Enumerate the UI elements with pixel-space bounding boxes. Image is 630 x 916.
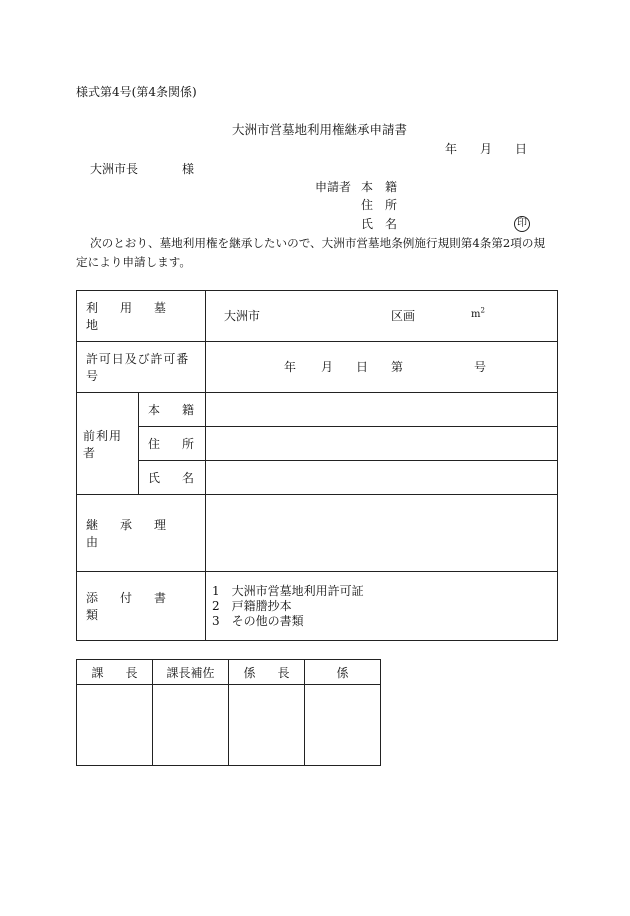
applicant-jusho-label: 住 所 [361,198,398,212]
applicant-honseki-label: 本 籍 [361,180,398,194]
row-permit [77,342,558,393]
field-attachments [206,572,558,641]
approval-header-kakari: 係 [305,660,381,685]
applicant-shimei-label: 氏 名 [361,217,398,231]
label-permit: 許可日及び許可番号 [77,342,206,393]
date-month: 月 [480,142,493,156]
burial-plot-city: 大洲市 [224,309,261,323]
permit-dai: 第 [391,360,404,374]
addressee-honorific: 様 [182,162,195,176]
permit-day: 日 [356,360,369,374]
date-year: 年 [445,142,458,156]
label-reason-text: 継承理由 [86,518,189,549]
label-prev-honseki [139,393,217,427]
field-prev-shimei[interactable] [206,461,558,495]
approval-header-row [77,660,381,685]
approval-header-kakaricho [229,660,312,685]
label-attachments-text: 添付書類 [86,591,189,622]
approval-stamp-kakaricho[interactable] [229,685,305,766]
approval-stamp-kacho[interactable] [77,685,153,766]
approval-stamp-kakari[interactable] [305,685,381,766]
field-burial-plot[interactable] [206,291,558,342]
attachment-item-2: 2 戸籍謄抄本 [212,598,292,613]
attachment-item-1: 1 大洲市営墓地利用許可証 [212,583,364,598]
label-reason [77,495,206,572]
row-prev-user-jusho [77,427,558,461]
label-prev-user [77,393,139,495]
form-number: 様式第4号(第4条関係) [76,85,197,99]
field-permit[interactable] [206,342,558,393]
label-prev-shimei-text: 氏名 [148,471,217,485]
label-prev-jusho [139,427,217,461]
label-prev-jusho-wrap [148,435,217,452]
field-prev-jusho[interactable] [206,427,558,461]
approval-stamp-row [77,685,381,766]
row-prev-user-shimei [77,461,558,495]
unit-sup: 2 [480,306,485,315]
permit-month: 月 [321,360,334,374]
approval-stamp-kachohosa[interactable] [153,685,229,766]
main-form-table [76,290,558,641]
row-prev-user-honseki [77,393,558,427]
permit-go: 号 [474,360,487,374]
unit-m: m [471,309,481,320]
seal-icon: 印 [514,216,530,232]
label-attachments [77,572,206,641]
label-prev-honseki-wrap [148,401,217,418]
date-day: 日 [515,142,528,156]
applicant-label: 申請者 [315,180,352,194]
attachment-item-3: 3 その他の書類 [212,613,304,628]
field-reason[interactable] [206,495,558,572]
label-prev-honseki-text: 本籍 [148,403,217,417]
approval-header-kacho [77,660,160,685]
label-prev-jusho-text: 住所 [148,437,217,451]
approval-table [76,659,381,766]
row-reason [77,495,558,572]
body-text-line2: 定により申請します。 [76,255,192,269]
approval-header-kakaricho-text: 係長 [243,665,312,680]
document-title: 大洲市営墓地利用権継承申請書 [232,122,408,137]
body-text-line1: 次のとおり、墓地利用権を継承したいので、大洲市営墓地条例施行規則第4条第2項の規 [90,236,546,250]
burial-plot-section: 区画 [391,309,416,323]
field-prev-honseki[interactable] [206,393,558,427]
label-prev-shimei-wrap [148,469,217,486]
label-burial-plot [77,291,206,342]
row-attachments [77,572,558,641]
approval-header-kachohosa: 課長補佐 [153,660,229,685]
seal-mark [514,216,530,232]
addressee-name: 大洲市長 [90,162,139,176]
permit-year: 年 [284,360,297,374]
burial-plot-unit [471,306,485,320]
label-prev-shimei [139,461,217,495]
label-burial-plot-text [86,299,196,333]
approval-header-kacho-text: 課長 [91,665,160,680]
row-burial-plot [77,291,558,342]
label-burial-plot-value: 利用墓地 [86,301,189,332]
label-prev-user-text: 前利用者 [83,428,123,460]
